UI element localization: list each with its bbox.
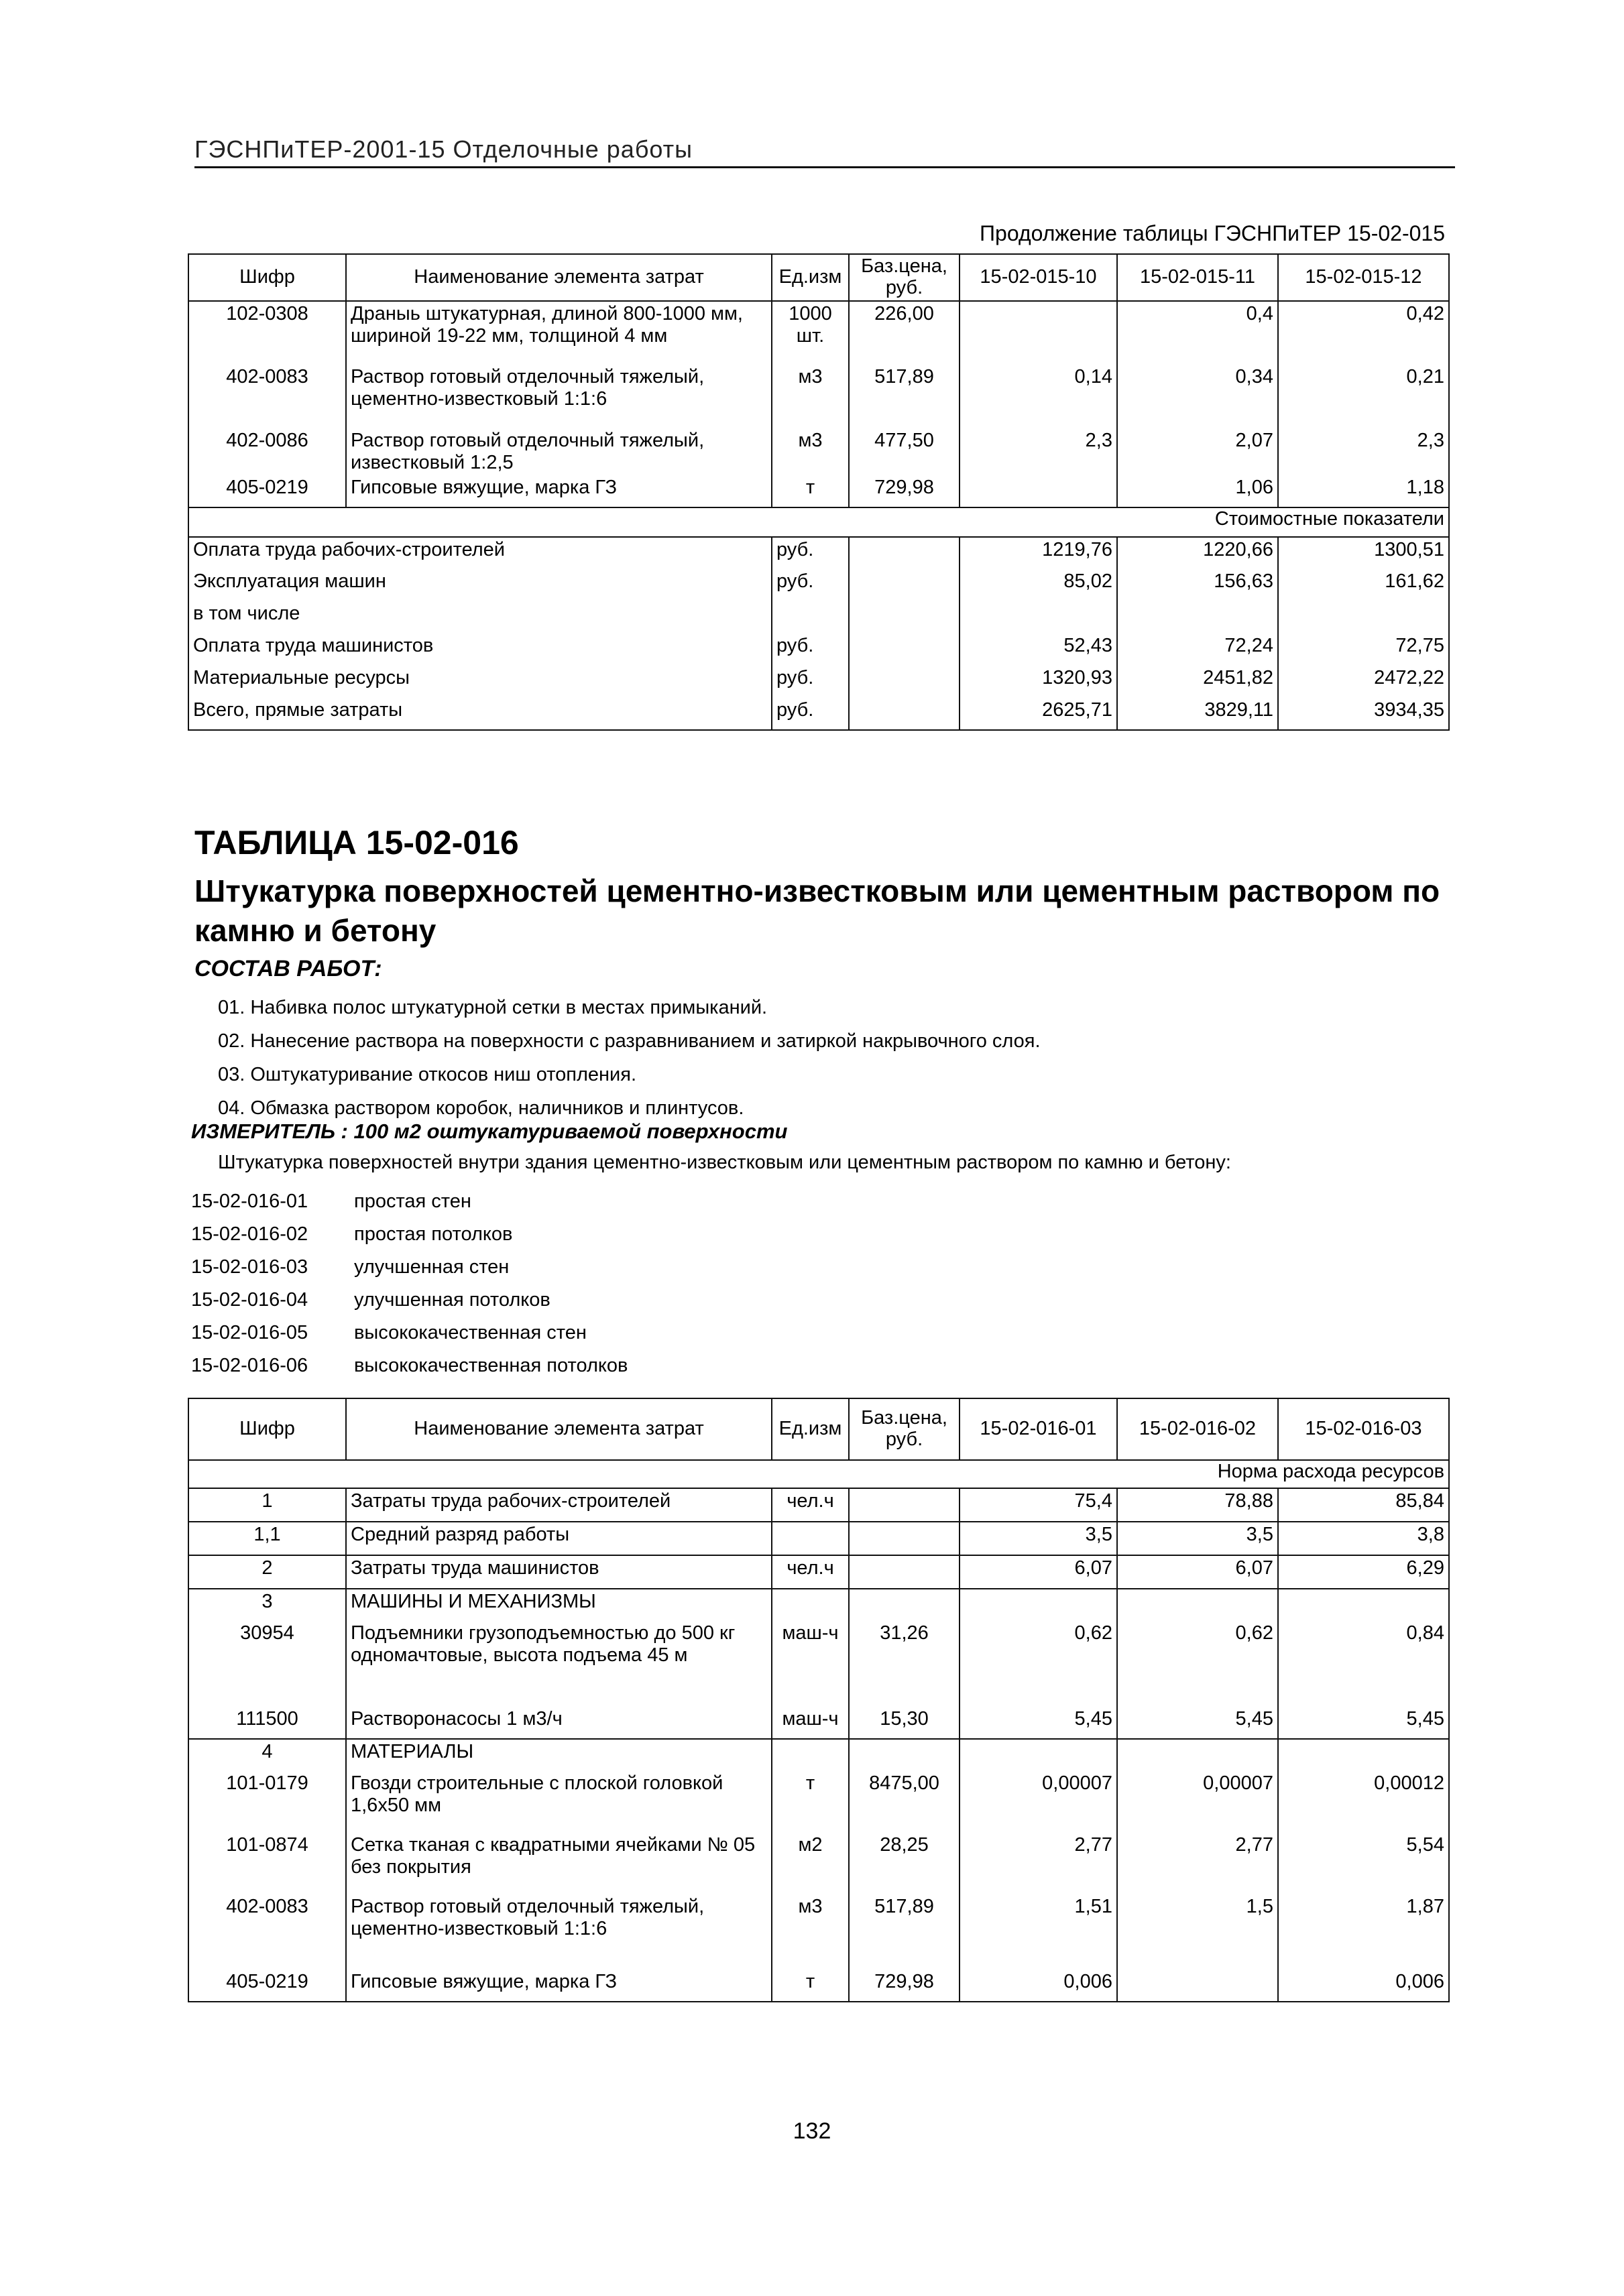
cell-value: 0,00007 [960,1771,1117,1833]
cell-code: 402-0083 [188,365,346,428]
cell-price [849,666,960,698]
table-row [188,1589,1449,1621]
cell-value: 0,42 [1278,301,1449,365]
composition-title: СОСТАВ РАБОТ: [194,956,382,981]
cell-value [960,1589,1117,1621]
cost-row [188,666,1449,698]
code-row [191,1218,628,1251]
cell-price [849,1522,960,1555]
cell-name: Подъемники грузоподъемностью до 500 кг одномачтовые, высота подъема 45 м [346,1621,772,1707]
cell-price: 517,89 [849,1894,960,1970]
table-row [188,1739,1449,1771]
header-col-3: 15-02-015-12 [1278,254,1449,301]
cell-code: 3 [188,1589,346,1621]
resource-table-016 [188,1398,1450,2002]
cell-code: 1,1 [188,1522,346,1555]
cell-value: 6,29 [1278,1555,1449,1589]
cell-unit [772,601,849,633]
cell-price: 226,00 [849,301,960,365]
code: 15-02-016-05 [191,1322,308,1343]
header-price: Баз.цена, руб. [849,1398,960,1460]
cell-value: 0,00007 [1117,1771,1278,1833]
cell-value: 2,3 [960,428,1117,475]
code-desc: улучшенная стен [354,1256,510,1278]
norm-label-row [188,1460,1449,1488]
norm-label: Норма расхода ресурсов [188,1460,1449,1488]
cell-name: Гвозди строительные с плоской головкой 1,6х50 мм [346,1771,772,1833]
cell-price: 477,50 [849,428,960,475]
cell-value: 72,24 [1117,633,1278,666]
cell-value: 1300,51 [1278,537,1449,569]
header-col-2: 15-02-016-02 [1117,1398,1278,1460]
cell-unit: чел.ч [772,1488,849,1522]
code-desc: простая потолков [354,1223,513,1245]
cell-price [849,698,960,730]
cost-row [188,601,1449,633]
work-item: 03. Оштукатуривание откосов ниш отопления. [218,1064,637,1085]
code-desc: высококачественная стен [354,1322,587,1343]
cell-unit: руб. [772,698,849,730]
cell-unit: 1000 шт. [772,301,849,365]
cell-price [849,601,960,633]
table-row [188,1522,1449,1555]
cell-unit: м3 [772,1894,849,1970]
cell-unit: маш-ч [772,1621,849,1707]
cell-value: 2,3 [1278,428,1449,475]
code: 15-02-016-06 [191,1355,308,1376]
cell-code: 402-0086 [188,428,346,475]
cost-label: Стоимостные показатели [188,507,1449,537]
code: 15-02-016-03 [191,1256,308,1278]
cell-price: 15,30 [849,1707,960,1739]
cost-row [188,537,1449,569]
cell-value [960,301,1117,365]
cell-value: 75,4 [960,1488,1117,1522]
meter-label: ИЗМЕРИТЕЛЬ : 100 м2 оштукатуриваемой поверхности [191,1120,788,1143]
cell-value: 0,62 [960,1621,1117,1707]
header-col-2: 15-02-015-11 [1117,254,1278,301]
cell-name: Материальные ресурсы [188,666,772,698]
table-row [188,428,1449,475]
intro-text: Штукатурка поверхностей внутри здания цементно-известковым или цементным раствором по камню и бетону: [218,1152,1231,1173]
header-price: Баз.цена, руб. [849,254,960,301]
work-item: 02. Нанесение раствора на поверхности с разравниванием и затиркой накрывочного слоя. [218,1030,1041,1052]
cell-value: 6,07 [1117,1555,1278,1589]
cell-price [849,1555,960,1589]
cell-code: 4 [188,1739,346,1771]
cell-value: 2,07 [1117,428,1278,475]
table-row [188,365,1449,428]
cell-unit: т [772,1970,849,2002]
cell-unit: руб. [772,633,849,666]
cell-price [849,537,960,569]
table-row [188,1488,1449,1522]
cell-code: 102-0308 [188,301,346,365]
cell-value [960,601,1117,633]
page-number: 132 [793,2118,831,2144]
cell-unit: руб. [772,537,849,569]
cell-name: Оплата труда рабочих-строителей [188,537,772,569]
cell-value: 2,77 [960,1833,1117,1894]
cell-value: 3,5 [960,1522,1117,1555]
cell-value [1117,1589,1278,1621]
cell-value: 0,4 [1117,301,1278,365]
running-header: ГЭСНПиТЕР-2001-15 Отделочные работы [194,135,1455,168]
cell-price: 729,98 [849,475,960,507]
cell-name: Раствор готовый отделочный тяжелый, цементно-известковый 1:1:6 [346,1894,772,1970]
code-row [191,1185,628,1218]
cell-value: 1,87 [1278,1894,1449,1970]
cell-value [1278,1589,1449,1621]
cell-value: 156,63 [1117,569,1278,601]
resource-table-015 [188,253,1450,731]
cell-code: 111500 [188,1707,346,1739]
cell-value: 2625,71 [960,698,1117,730]
cell-unit: м3 [772,365,849,428]
header-name: Наименование элемента затрат [346,254,772,301]
table-row [188,1833,1449,1894]
cell-code: 101-0874 [188,1833,346,1894]
cell-value: 2472,22 [1278,666,1449,698]
cell-price [849,633,960,666]
cell-value: 0,006 [960,1970,1117,2002]
cell-unit: маш-ч [772,1707,849,1739]
section-title: ТАБЛИЦА 15-02-016 [194,824,519,861]
cell-value: 78,88 [1117,1488,1278,1522]
section-subtitle: Штукатурка поверхностей цементно-известковым или цементным раствором по камню и бетону [194,873,1440,948]
cell-name: Раствор готовый отделочный тяжелый, цементно-известковый 1:1:6 [346,365,772,428]
cell-name: Затраты труда машинистов [346,1555,772,1589]
cell-code: 101-0179 [188,1771,346,1833]
cell-value: 0,14 [960,365,1117,428]
cell-value: 1320,93 [960,666,1117,698]
cell-name: Растворонасосы 1 м3/ч [346,1707,772,1739]
cell-name: Средний разряд работы [346,1522,772,1555]
cell-unit [772,1589,849,1621]
cell-name: Всего, прямые затраты [188,698,772,730]
cell-name: Оплата труда машинистов [188,633,772,666]
cell-value: 161,62 [1278,569,1449,601]
cell-code: 405-0219 [188,475,346,507]
cell-unit [772,1739,849,1771]
cell-value [960,475,1117,507]
code: 15-02-016-01 [191,1191,308,1212]
cell-value: 0,62 [1117,1621,1278,1707]
cell-name: МАШИНЫ И МЕХАНИЗМЫ [346,1589,772,1621]
cell-value [1278,601,1449,633]
cell-name: Эксплуатация машин [188,569,772,601]
cell-value: 5,45 [1278,1707,1449,1739]
cell-unit: м2 [772,1833,849,1894]
cell-value: 85,02 [960,569,1117,601]
cell-price [849,1589,960,1621]
cell-value: 0,21 [1278,365,1449,428]
cell-unit: чел.ч [772,1555,849,1589]
cell-code: 2 [188,1555,346,1589]
cell-value: 3934,35 [1278,698,1449,730]
cell-value: 3,8 [1278,1522,1449,1555]
cell-value: 6,07 [960,1555,1117,1589]
cell-price: 31,26 [849,1621,960,1707]
continuation-label: Продолжение таблицы ГЭСНПиТЕР 15-02-015 [980,221,1445,245]
cell-value: 5,54 [1278,1833,1449,1894]
cell-value: 1,06 [1117,475,1278,507]
header-unit: Ед.изм [772,1398,849,1460]
code-row [191,1284,628,1317]
table-row [188,301,1449,365]
cell-name: МАТЕРИАЛЫ [346,1739,772,1771]
cell-unit: т [772,1771,849,1833]
header-col-1: 15-02-015-10 [960,254,1117,301]
cell-unit: руб. [772,569,849,601]
work-item: 01. Набивка полос штукатурной сетки в местах примыканий. [218,997,768,1018]
cell-price: 517,89 [849,365,960,428]
cell-price: 729,98 [849,1970,960,2002]
table-row [188,475,1449,507]
cell-value: 0,00012 [1278,1771,1449,1833]
cell-price [849,569,960,601]
code-desc: высококачественная потолков [354,1355,628,1376]
cell-unit: м3 [772,428,849,475]
cell-value: 1,5 [1117,1894,1278,1970]
cell-value [960,1739,1117,1771]
cell-code: 1 [188,1488,346,1522]
cell-price: 8475,00 [849,1771,960,1833]
cost-label-row [188,507,1449,537]
code-row [191,1251,628,1284]
cell-value: 1,18 [1278,475,1449,507]
cell-name: в том числе [188,601,772,633]
header-col-3: 15-02-016-03 [1278,1398,1449,1460]
header-name: Наименование элемента затрат [346,1398,772,1460]
cell-value [1117,1739,1278,1771]
cell-unit [772,1522,849,1555]
cell-code: 30954 [188,1621,346,1707]
cell-value: 0,34 [1117,365,1278,428]
cell-name: Сетка тканая с квадратными ячейками № 05 без покрытия [346,1833,772,1894]
table-row [188,1707,1449,1739]
cell-value: 85,84 [1278,1488,1449,1522]
table-row [188,1970,1449,2002]
cell-value: 0,006 [1278,1970,1449,2002]
cell-value [1278,1739,1449,1771]
cell-code: 402-0083 [188,1894,346,1970]
cell-name: Гипсовые вяжущие, марка ГЗ [346,1970,772,2002]
cell-value [1117,601,1278,633]
code: 15-02-016-04 [191,1289,308,1311]
cell-name: Раствор готовый отделочный тяжелый, известковый 1:2,5 [346,428,772,475]
cell-name: Затраты труда рабочих-строителей [346,1488,772,1522]
work-item: 04. Обмазка раствором коробок, наличников и плинтусов. [218,1097,744,1119]
header-col-1: 15-02-016-01 [960,1398,1117,1460]
header-code: Шифр [188,1398,346,1460]
table-row [188,1894,1449,1970]
cell-unit: руб. [772,666,849,698]
table-row [188,1555,1449,1589]
cell-value: 72,75 [1278,633,1449,666]
cell-unit: т [772,475,849,507]
cell-value: 52,43 [960,633,1117,666]
cell-value: 2,77 [1117,1833,1278,1894]
code: 15-02-016-02 [191,1223,308,1245]
code-desc: улучшенная потолков [354,1289,550,1311]
cell-value: 5,45 [1117,1707,1278,1739]
cell-price: 28,25 [849,1833,960,1894]
code-desc: простая стен [354,1191,471,1212]
table-row [188,1621,1449,1707]
cell-value: 0,84 [1278,1621,1449,1707]
code-row [191,1317,628,1349]
cost-row [188,633,1449,666]
cell-value: 3,5 [1117,1522,1278,1555]
code-list [191,1185,628,1382]
cell-value: 1,51 [960,1894,1117,1970]
cell-name: Гипсовые вяжущие, марка ГЗ [346,475,772,507]
header-unit: Ед.изм [772,254,849,301]
table-row [188,1771,1449,1833]
header-code: Шифр [188,254,346,301]
code-row [191,1349,628,1382]
cost-row [188,698,1449,730]
cell-price [849,1739,960,1771]
cost-row [188,569,1449,601]
cell-value [1117,1970,1278,2002]
cell-value: 3829,11 [1117,698,1278,730]
cell-code: 405-0219 [188,1970,346,2002]
cell-value: 1220,66 [1117,537,1278,569]
cell-price [849,1488,960,1522]
cell-value: 1219,76 [960,537,1117,569]
cell-name: Драныь штукатурная, длиной 800-1000 мм, шириной 19-22 мм, толщиной 4 мм [346,301,772,365]
cell-value: 5,45 [960,1707,1117,1739]
work-list [218,991,1041,1125]
cell-value: 2451,82 [1117,666,1278,698]
